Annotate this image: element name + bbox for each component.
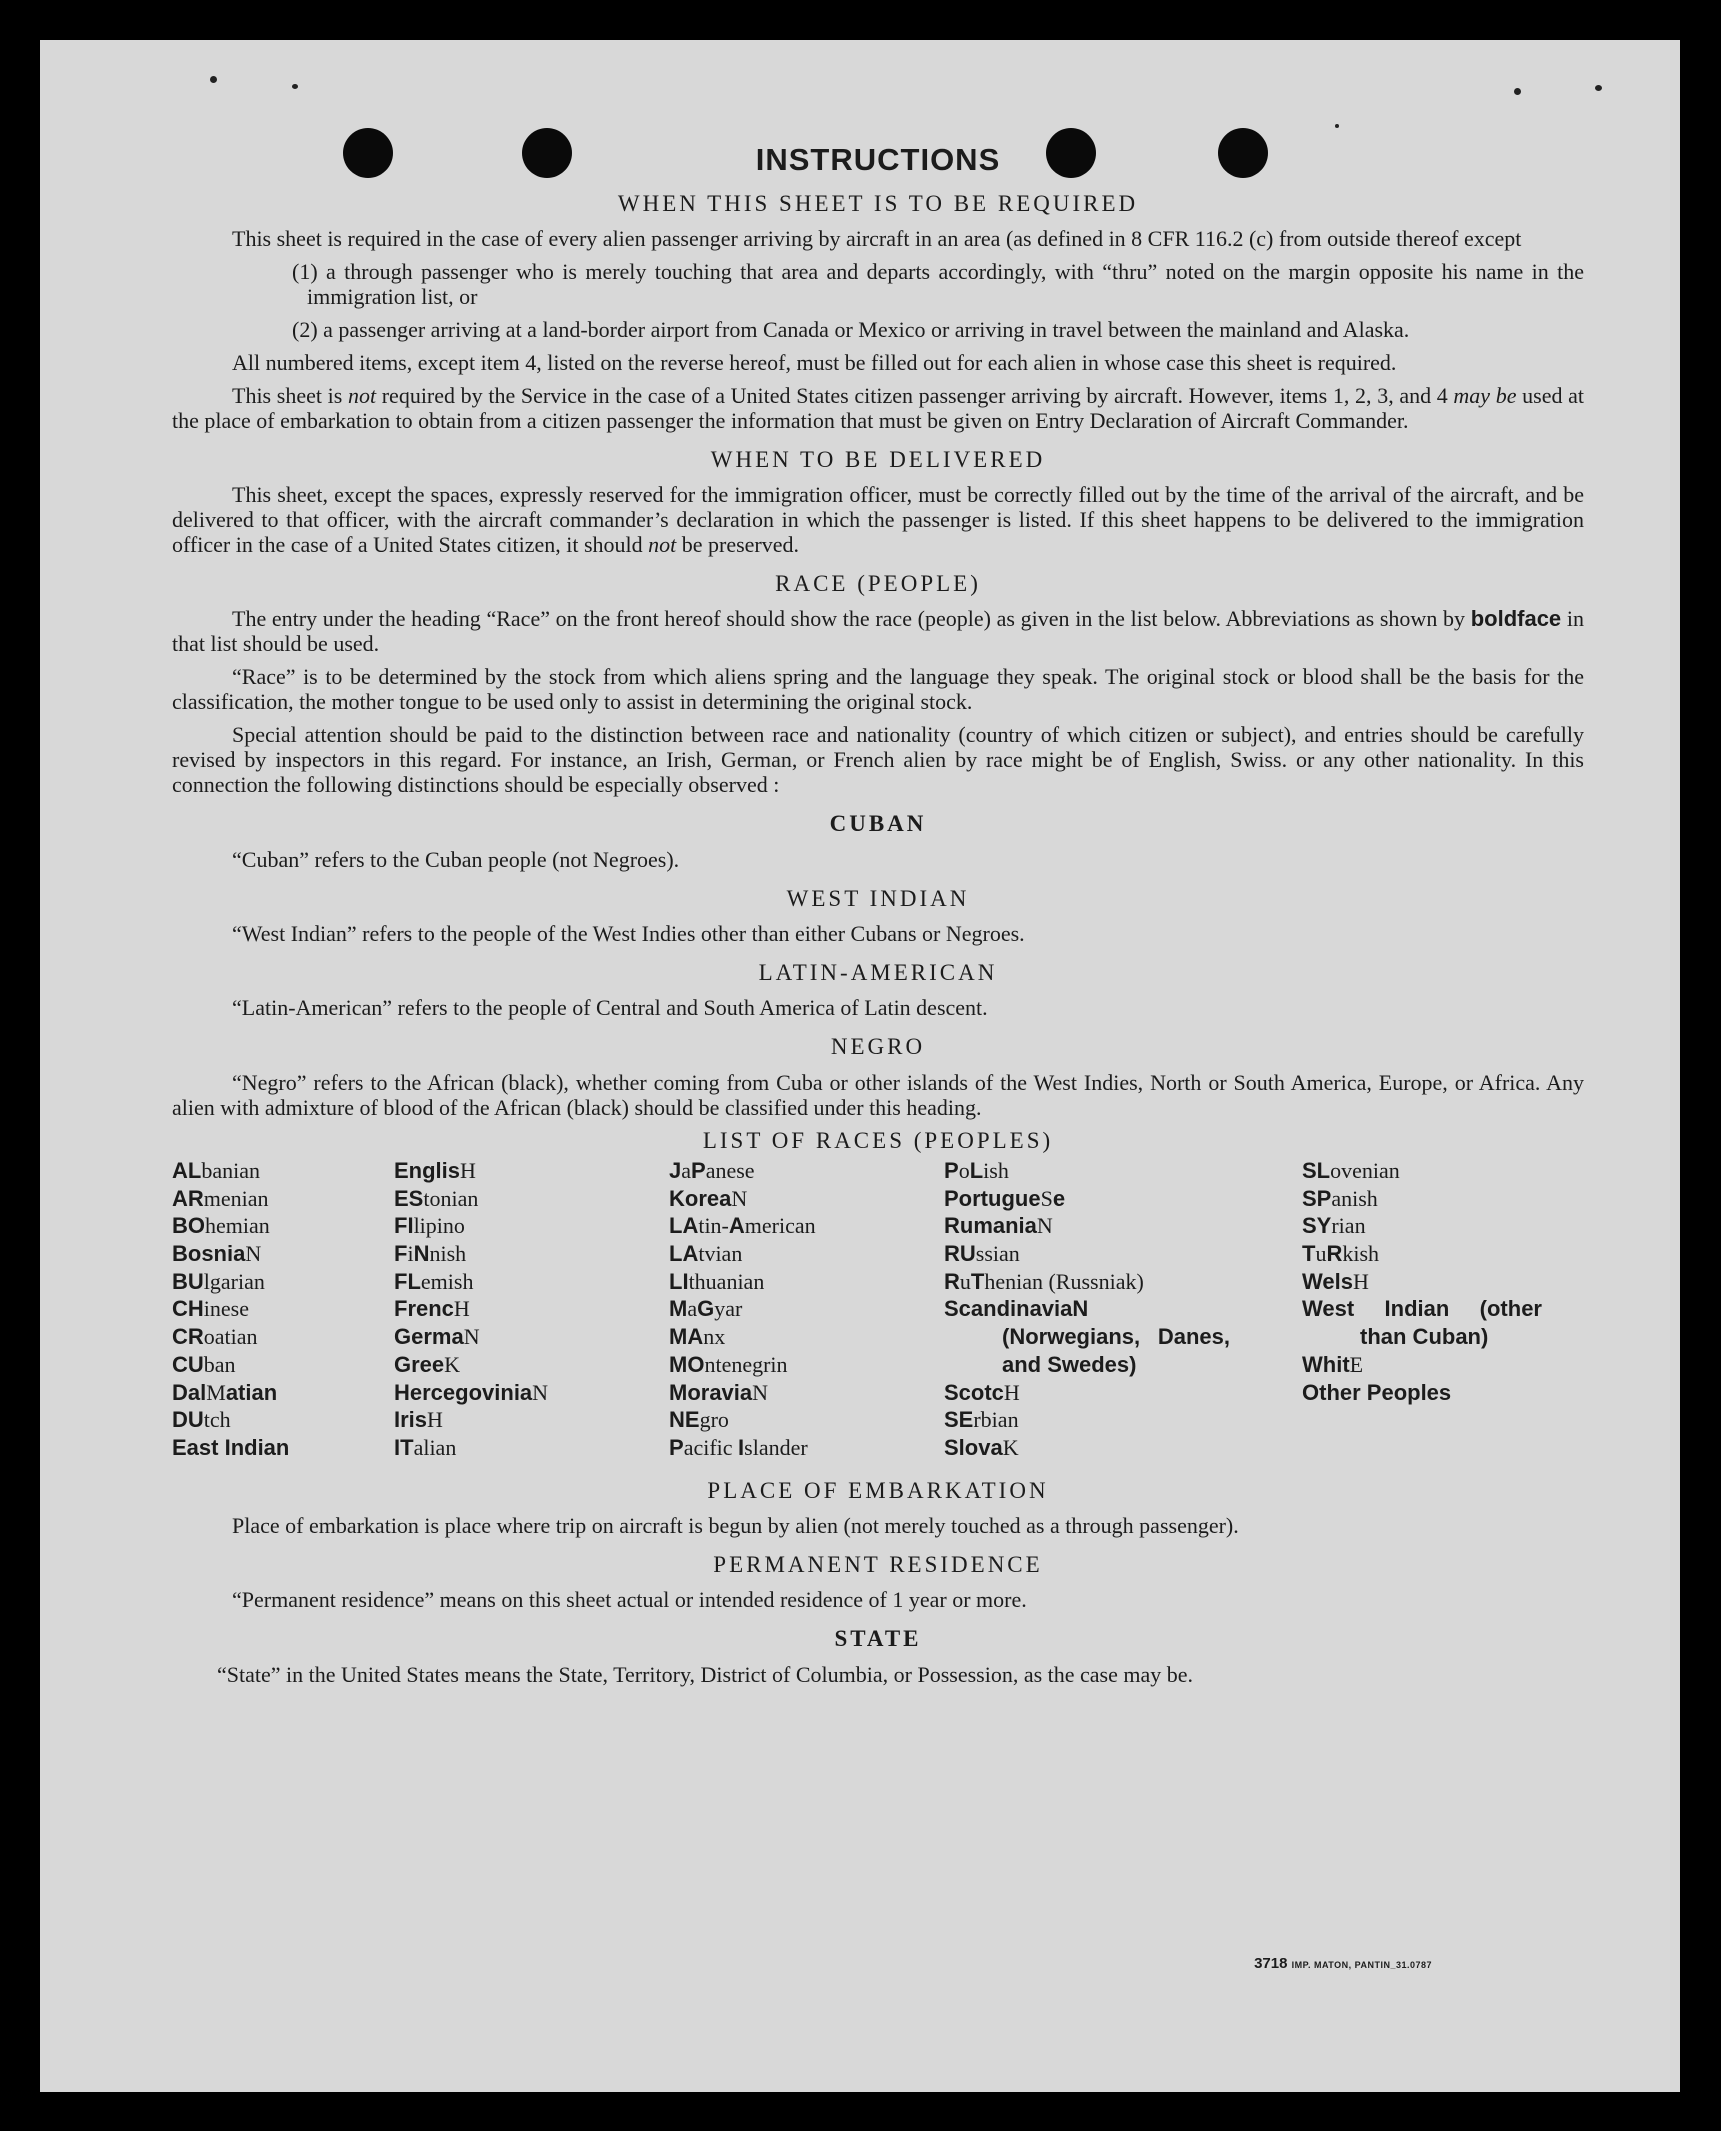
race-entry	[669, 1157, 944, 1185]
race-abbrev: P	[669, 1434, 684, 1460]
race-entry	[394, 1157, 669, 1185]
race-entry	[669, 1240, 944, 1268]
race-entry	[669, 1212, 944, 1240]
race-entry	[944, 1240, 1230, 1268]
race-entry	[394, 1351, 669, 1379]
race-abbrev: Portugue	[944, 1185, 1041, 1211]
race-abbrev: AL	[172, 1157, 202, 1183]
race-rest: tonian	[423, 1185, 479, 1211]
race-entry	[394, 1185, 669, 1213]
bold-run: boldface	[1470, 606, 1562, 632]
heading-latin-american: LATIN-AMERICAN	[758, 960, 998, 986]
race-rest: hemian	[205, 1213, 270, 1239]
race-rest: henian (Russniak)	[984, 1268, 1144, 1294]
race-rest: lipino	[413, 1213, 465, 1239]
race-abbrev: LA	[669, 1241, 699, 1267]
race-entry	[1302, 1240, 1542, 1268]
race-abbrev: Wels	[1302, 1268, 1353, 1294]
race-abbrev: Whit	[1302, 1351, 1350, 1377]
race-abbrev: DU	[172, 1407, 204, 1433]
race-abbrev: CR	[172, 1324, 204, 1350]
speck	[1514, 88, 1521, 95]
race-entry	[1302, 1295, 1542, 1350]
race-entry	[669, 1434, 944, 1462]
race-entry	[669, 1379, 944, 1407]
race-abbrev: ScandinaviaN (Norwegians, Danes, and Swedes)	[944, 1296, 1230, 1377]
race-rest: u	[1315, 1241, 1327, 1267]
race-abbrev: Rumania	[944, 1213, 1037, 1239]
exception-2: (2) a passenger arriving at a land-border airport from Canada or Mexico or arriving in travel between the mainland and Alaska.	[292, 316, 1410, 342]
heading-state: STATE	[834, 1626, 922, 1652]
race-abbrev: SP	[1302, 1185, 1332, 1211]
race-abbrev: Iris	[394, 1407, 428, 1433]
race-abbrev: R	[944, 1268, 960, 1294]
race-abbrev: P	[944, 1157, 959, 1183]
italic-run: not	[648, 532, 677, 558]
race-rest: H	[453, 1296, 470, 1322]
race-rest: acific	[683, 1434, 739, 1460]
heading-negro: NEGRO	[830, 1034, 926, 1060]
race-rest: u	[959, 1268, 971, 1294]
races-column-1	[172, 1157, 394, 1462]
text-run: This sheet is	[232, 382, 348, 408]
race-rest: H	[1352, 1268, 1369, 1294]
race-abbrev: Englis	[394, 1157, 461, 1183]
race-entry	[1302, 1185, 1542, 1213]
paragraph: “State” in the United States means the State, Territory, District of Columbia, or Possession, as the case may be.	[217, 1661, 1194, 1687]
race-entry	[944, 1268, 1230, 1296]
race-rest: o	[958, 1157, 970, 1183]
race-rest: ovenian	[1330, 1157, 1400, 1183]
paragraph	[172, 383, 1584, 433]
race-rest: K	[1002, 1434, 1019, 1460]
race-abbrev: A	[728, 1213, 745, 1239]
text-run: used at the place of embarkation to obtain from a citizen passenger the information that must be given on Entry Declaration of Aircraft Commander.	[172, 382, 1585, 433]
race-abbrev: AR	[172, 1185, 204, 1211]
race-rest: tvian	[698, 1241, 743, 1267]
race-abbrev: P	[691, 1157, 706, 1183]
race-entry	[172, 1268, 394, 1296]
race-entry	[1302, 1212, 1542, 1240]
race-rest: lgarian	[203, 1268, 265, 1294]
race-abbrev: SL	[1302, 1157, 1331, 1183]
race-rest: menian	[203, 1185, 269, 1211]
race-entry	[172, 1323, 394, 1351]
race-entry	[944, 1379, 1230, 1407]
race-rest: banian	[201, 1157, 260, 1183]
race-rest: a	[681, 1157, 692, 1183]
race-entry	[1302, 1268, 1542, 1296]
race-abbrev: L	[969, 1157, 984, 1183]
race-entry	[172, 1212, 394, 1240]
exception-1: (1) a through passenger who is merely touching that area and departs accordingly, with “thru” noted on the margin opposite his name in the immigration list, or	[292, 258, 1584, 309]
race-entry	[944, 1157, 1230, 1185]
races-column-3	[669, 1157, 944, 1462]
race-rest: i	[407, 1241, 414, 1267]
race-entry	[172, 1185, 394, 1213]
race-entry	[669, 1268, 944, 1296]
race-rest: H	[427, 1407, 443, 1433]
race-entry	[172, 1157, 394, 1185]
paragraph: Special attention should be paid to the distinction between race and nationality (country of which citizen or subject), and entries should be carefully revised by inspectors in this regard. For instance, an Irish, German, or French alien by race might be of English, Swiss. or any other nationality. In this connection the following distinctions should be especially observed :	[172, 722, 1584, 798]
race-entry	[944, 1185, 1230, 1213]
text-run: The entry under the heading “Race” on the front hereof should show the race (people) as given in the list below. Abbreviations as shown by	[232, 606, 1471, 632]
race-rest: yar	[714, 1296, 743, 1322]
race-abbrev: M	[669, 1296, 688, 1322]
paragraph: “Permanent residence” means on this sheet actual or intended residence of 1 year or more.	[232, 1587, 1027, 1613]
race-rest: N	[532, 1379, 549, 1405]
race-rest: S	[1040, 1185, 1053, 1211]
italic-run: may be	[1453, 382, 1517, 408]
race-entry	[944, 1434, 1230, 1462]
race-entry	[944, 1212, 1230, 1240]
race-rest: emish	[420, 1268, 474, 1294]
race-rest: alian	[413, 1434, 457, 1460]
heading-list-of-races: LIST OF RACES (PEOPLES)	[702, 1127, 1054, 1153]
speck	[1335, 124, 1339, 128]
race-abbrev: NE	[669, 1407, 700, 1433]
paragraph: “Race” is to be determined by the stock from which aliens spring and the language they speak. The original stock or blood shall be the basis for the classification, the mother tongue to be used only to assist in determining the original stock.	[172, 664, 1584, 715]
race-rest: rbian	[973, 1407, 1019, 1433]
race-abbrev: Slova	[944, 1434, 1003, 1460]
race-abbrev: RU	[944, 1241, 976, 1267]
instructions-content	[172, 144, 1584, 1695]
race-abbrev: SY	[1302, 1213, 1332, 1239]
paragraph: Place of embarkation is place where trip on aircraft is begun by alien (not merely touched as a through passenger).	[232, 1512, 1239, 1538]
race-abbrev: J	[669, 1157, 682, 1183]
speck	[210, 76, 217, 83]
race-entry	[669, 1185, 944, 1213]
race-entry	[394, 1268, 669, 1296]
race-rest: K	[444, 1351, 461, 1377]
race-rest: H	[1003, 1379, 1020, 1405]
race-entry	[394, 1295, 669, 1323]
race-abbrev: MO	[669, 1351, 705, 1377]
race-abbrev: CU	[172, 1351, 204, 1377]
race-rest: ntenegrin	[704, 1351, 788, 1377]
race-rest: a	[687, 1296, 698, 1322]
race-abbrev: Frenc	[394, 1296, 454, 1322]
race-abbrev: West Indian (other than Cuban)	[1302, 1296, 1542, 1350]
heading-when-delivered: WHEN TO BE DELIVERED	[710, 446, 1046, 472]
paragraph: This sheet is required in the case of every alien passenger arriving by aircraft in an area (as defined in 8 CFR 116.2 (c) from outside thereof except	[232, 225, 1522, 251]
race-entry	[944, 1295, 1230, 1378]
race-abbrev: Germa	[394, 1324, 464, 1350]
race-abbrev: IT	[394, 1434, 414, 1460]
race-entry	[1302, 1157, 1542, 1185]
race-abbrev: Hercegovinia	[394, 1379, 533, 1405]
form-number: 3718	[1254, 1955, 1288, 1972]
heading-race: RACE (PEOPLE)	[775, 571, 981, 597]
race-entry	[669, 1406, 944, 1434]
race-rest: tch	[203, 1407, 231, 1433]
race-abbrev: Dal	[172, 1379, 207, 1405]
race-rest: anese	[705, 1157, 755, 1183]
paragraph	[172, 606, 1584, 656]
race-rest: ish	[983, 1157, 1009, 1183]
heading-west-indian: WEST INDIAN	[786, 885, 970, 911]
speck	[1595, 85, 1602, 91]
heading-place-of-embarkation: PLACE OF EMBARKATION	[707, 1477, 1049, 1503]
race-abbrev: LI	[669, 1268, 689, 1294]
race-abbrev: Other Peoples	[1302, 1379, 1452, 1405]
race-entry	[394, 1240, 669, 1268]
race-abbrev: BU	[172, 1268, 204, 1294]
race-abbrev: Bosnia	[172, 1241, 246, 1267]
races-column-4	[944, 1157, 1230, 1462]
italic-run: not	[347, 382, 377, 408]
text-run: in that list should be used.	[172, 606, 1584, 657]
race-rest: N	[731, 1185, 748, 1211]
race-rest: N	[245, 1241, 262, 1267]
race-abbrev: e	[1052, 1185, 1066, 1211]
race-abbrev: FL	[394, 1268, 421, 1294]
race-rest: anish	[1331, 1185, 1378, 1211]
text-run: required by the Service in the case of a United States citizen passenger arriving by aircraft. However, items 1, 2, 3, and 4	[376, 382, 1454, 408]
race-abbrev: R	[1326, 1241, 1343, 1267]
race-entry	[394, 1406, 669, 1434]
race-abbrev: SE	[944, 1407, 974, 1433]
race-abbrev: I	[738, 1434, 745, 1460]
races-column-5	[1302, 1157, 1542, 1462]
paragraph: “Negro” refers to the African (black), whether coming from Cuba or other islands of the West Indies, North or South America, Europe, or Africa. Any alien with admixture of blood of the African (black) should be classified under this heading.	[172, 1069, 1584, 1120]
race-rest: ssian	[975, 1241, 1020, 1267]
printer-imprint	[1254, 1955, 1432, 1972]
paragraph: “Latin-American” refers to the people of Central and South America of Latin descent.	[232, 995, 988, 1021]
race-abbrev: G	[697, 1296, 715, 1322]
race-abbrev: T	[1302, 1241, 1316, 1267]
race-rest: gro	[699, 1407, 729, 1433]
race-abbrev: N	[413, 1241, 430, 1267]
heading-cuban: CUBAN	[829, 811, 927, 837]
paragraph: “West Indian” refers to the people of the West Indies other than either Cubans or Negroes.	[232, 921, 1025, 947]
race-abbrev: FI	[394, 1213, 414, 1239]
race-abbrev: Gree	[394, 1351, 445, 1377]
race-rest: H	[460, 1157, 476, 1183]
printer-name: IMP. MATON, PANTIN_31.0787	[1291, 1960, 1432, 1970]
text-run: This sheet, except the spaces, expressly reserved for the immigration officer, must be correctly filled out by the time of the arrival of the aircraft, and be delivered to that officer, with the aircraft commander’s declaration in which the passenger is listed. If this sheet happens to be delivered to the immigration officer in the case of a United States citizen, it should	[172, 482, 1584, 558]
race-rest: tin-	[698, 1213, 729, 1239]
race-entry	[172, 1295, 394, 1323]
race-abbrev: Korea	[669, 1185, 732, 1211]
race-rest: ban	[203, 1351, 236, 1377]
race-rest: N	[463, 1324, 480, 1350]
race-abbrev: Scotc	[944, 1379, 1004, 1405]
race-abbrev: MA	[669, 1324, 704, 1350]
race-rest: inese	[203, 1296, 249, 1322]
race-abbrev: T	[970, 1268, 985, 1294]
race-entry	[394, 1323, 669, 1351]
race-entry	[172, 1240, 394, 1268]
race-rest: merican	[744, 1213, 816, 1239]
race-rest: rian	[1331, 1213, 1366, 1239]
race-entry	[172, 1434, 394, 1462]
race-entry	[669, 1351, 944, 1379]
heading-when-required: WHEN THIS SHEET IS TO BE REQUIRED	[617, 190, 1139, 216]
race-entry	[394, 1379, 669, 1407]
race-entry	[172, 1351, 394, 1379]
page-title: INSTRUCTIONS	[755, 142, 1001, 177]
speck	[292, 84, 298, 89]
instruction-sheet	[40, 40, 1680, 2092]
races-column-2	[394, 1157, 669, 1462]
race-entry	[669, 1295, 944, 1323]
race-abbrev: BO	[172, 1213, 205, 1239]
races-list	[172, 1157, 1584, 1462]
heading-permanent-residence: PERMANENT RESIDENCE	[713, 1551, 1043, 1577]
race-abbrev: atian	[225, 1379, 278, 1405]
race-abbrev: LA	[669, 1213, 699, 1239]
paragraph: All numbered items, except item 4, listed on the reverse hereof, must be filled out for each alien in whose case this sheet is required.	[232, 349, 1397, 375]
race-entry	[1302, 1379, 1542, 1407]
race-abbrev: F	[394, 1241, 408, 1267]
paragraph: “Cuban” refers to the Cuban people (not Negroes).	[232, 846, 680, 872]
race-rest: oatian	[203, 1324, 258, 1350]
race-entry	[172, 1379, 394, 1407]
race-entry	[172, 1406, 394, 1434]
race-entry	[394, 1212, 669, 1240]
race-entry	[944, 1406, 1230, 1434]
race-rest: N	[1036, 1213, 1053, 1239]
race-abbrev: CH	[172, 1296, 204, 1322]
race-abbrev: Moravia	[669, 1379, 753, 1405]
race-entry	[669, 1323, 944, 1351]
race-rest: M	[206, 1379, 226, 1405]
race-rest: E	[1349, 1351, 1364, 1377]
race-rest: kish	[1342, 1241, 1380, 1267]
race-rest: nish	[429, 1241, 467, 1267]
paragraph	[172, 482, 1584, 557]
race-entry	[1302, 1351, 1542, 1379]
race-rest: slander	[744, 1434, 808, 1460]
race-rest: N	[752, 1379, 769, 1405]
race-abbrev: ES	[394, 1185, 424, 1211]
text-run: be preserved.	[676, 532, 800, 558]
race-rest: thuanian	[688, 1268, 765, 1294]
race-rest: nx	[703, 1324, 726, 1350]
race-entry	[394, 1434, 669, 1462]
race-abbrev: East Indian	[172, 1434, 290, 1460]
